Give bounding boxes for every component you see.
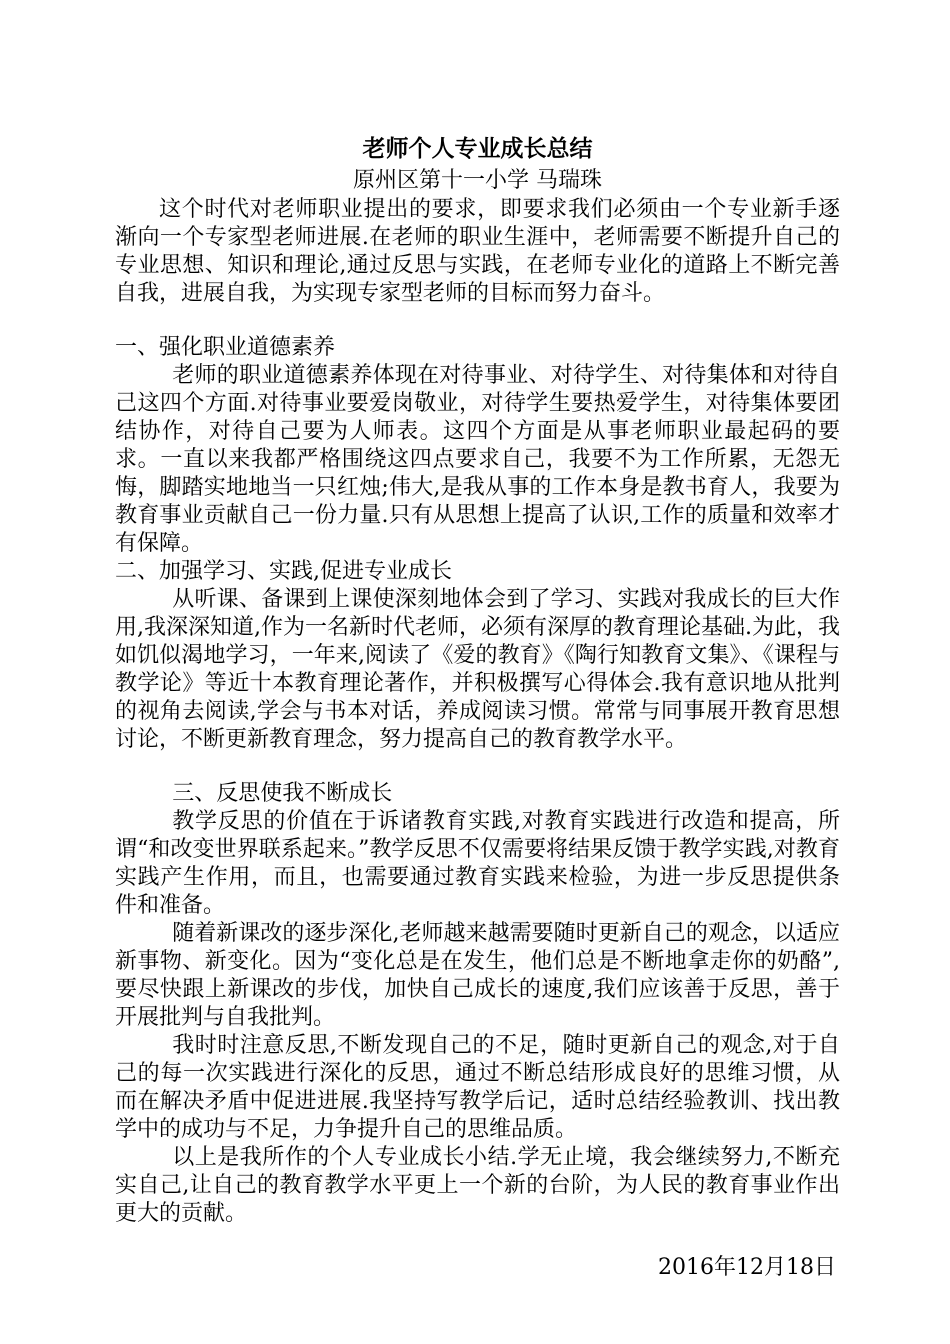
document-date: 2016年12月18日 — [658, 1255, 836, 1280]
document-page — [115, 128, 840, 1282]
section1-paragraph: 老师的职业道德素养体现在对待事业、对待学生、对待集体和对待自己这四个方面.对待事业要爱岗敬业，对待学生要热爱学生，对待集体要团结协作，对待自己要为人师表。这四个方面是从事老师职业最起码的要求。一直以来我都严格围绕这四点要求自己，我要不为工作所累，无怨无悔，脚踏实地地当一只红烛;伟大,是我从事的工作本身是教书育人，我要为教育事业贡献自己一份力量.只有从思想上提高了认识,工作的质量和效率才有保障。 — [115, 363, 840, 556]
section3-paragraph-4: 以上是我所作的个人专业成长小结.学无止境，我会继续努力,不断充实自己,让自己的教育教学水平更上一个新的台阶，为人民的教育事业作出更大的贡献。 — [115, 1145, 840, 1226]
section3-paragraph-2: 随着新课改的逐步深化,老师越来越需要随时更新自己的观念，以适应新事物、新变化。因为“变化总是在发生，他们总是不断地拿走你的奶酪”,要尽快跟上新课改的步伐，加快自己成长的速度,我们应该善于反思，善于开展批判与自我批判。 — [115, 921, 840, 1030]
section2-heading: 二、加强学习、实践,促进专业成长 — [115, 559, 452, 584]
spacer — [115, 308, 840, 334]
section3-heading: 三、反思使我不断成长 — [172, 781, 393, 806]
section3-paragraph-3: 我时时注意反思,不断发现自己的不足，随时更新自己的观念,对于自己的每一次实践进行深化的反思，通过不断总结形成良好的思维习惯，从而在解决矛盾中促进进展.我坚持写教学后记，适时总结经验教训、找出教学中的成功与不足，力争提升自己的思维品质。 — [115, 1033, 840, 1142]
section1-heading: 一、强化职业道德素养 — [115, 335, 336, 360]
section3-paragraph-1: 教学反思的价值在于诉诸教育实践,对教育实践进行改造和提高，所谓“和改变世界联系起来。”教学反思不仅需要将结果反馈于教学实践,对教育实践产生作用，而且，也需要通过教育实践来检验，为进一步反思提供条件和准备。 — [115, 809, 840, 918]
document-title: 老师个人专业成长总结 — [362, 135, 593, 162]
section2-paragraph: 从听课、备课到上课使深刻地体会到了学习、实践对我成长的巨大作用,我深深知道,作为一名新时代老师，必须有深厚的教育理论基础.为此，我如饥似渴地学习，一年来,阅读了《爱的教育》《陶行知教育文集》、《课程与教学论》等近十本教育理论著作，并积极撰写心得体会.我有意识地从批判的视角去阅读,学会与书本对话，养成阅读习惯。常常与同事展开教育思想讨论，不断更新教育理念，努力提高自己的教育教学水平。 — [115, 587, 840, 752]
document-author: 原州区第十一小学 马瑞珠 — [353, 168, 602, 193]
intro-paragraph: 这个时代对老师职业提出的要求，即要求我们必须由一个专业新手逐渐向一个专家型老师进展.在老师的职业生涯中，老师需要不断提升自己的专业思想、知识和理论,通过反思与实践，在老师专业化的道路上不断完善自我，进展自我，为实现专家型老师的目标而努力奋斗。 — [115, 197, 840, 306]
spacer — [115, 754, 840, 780]
